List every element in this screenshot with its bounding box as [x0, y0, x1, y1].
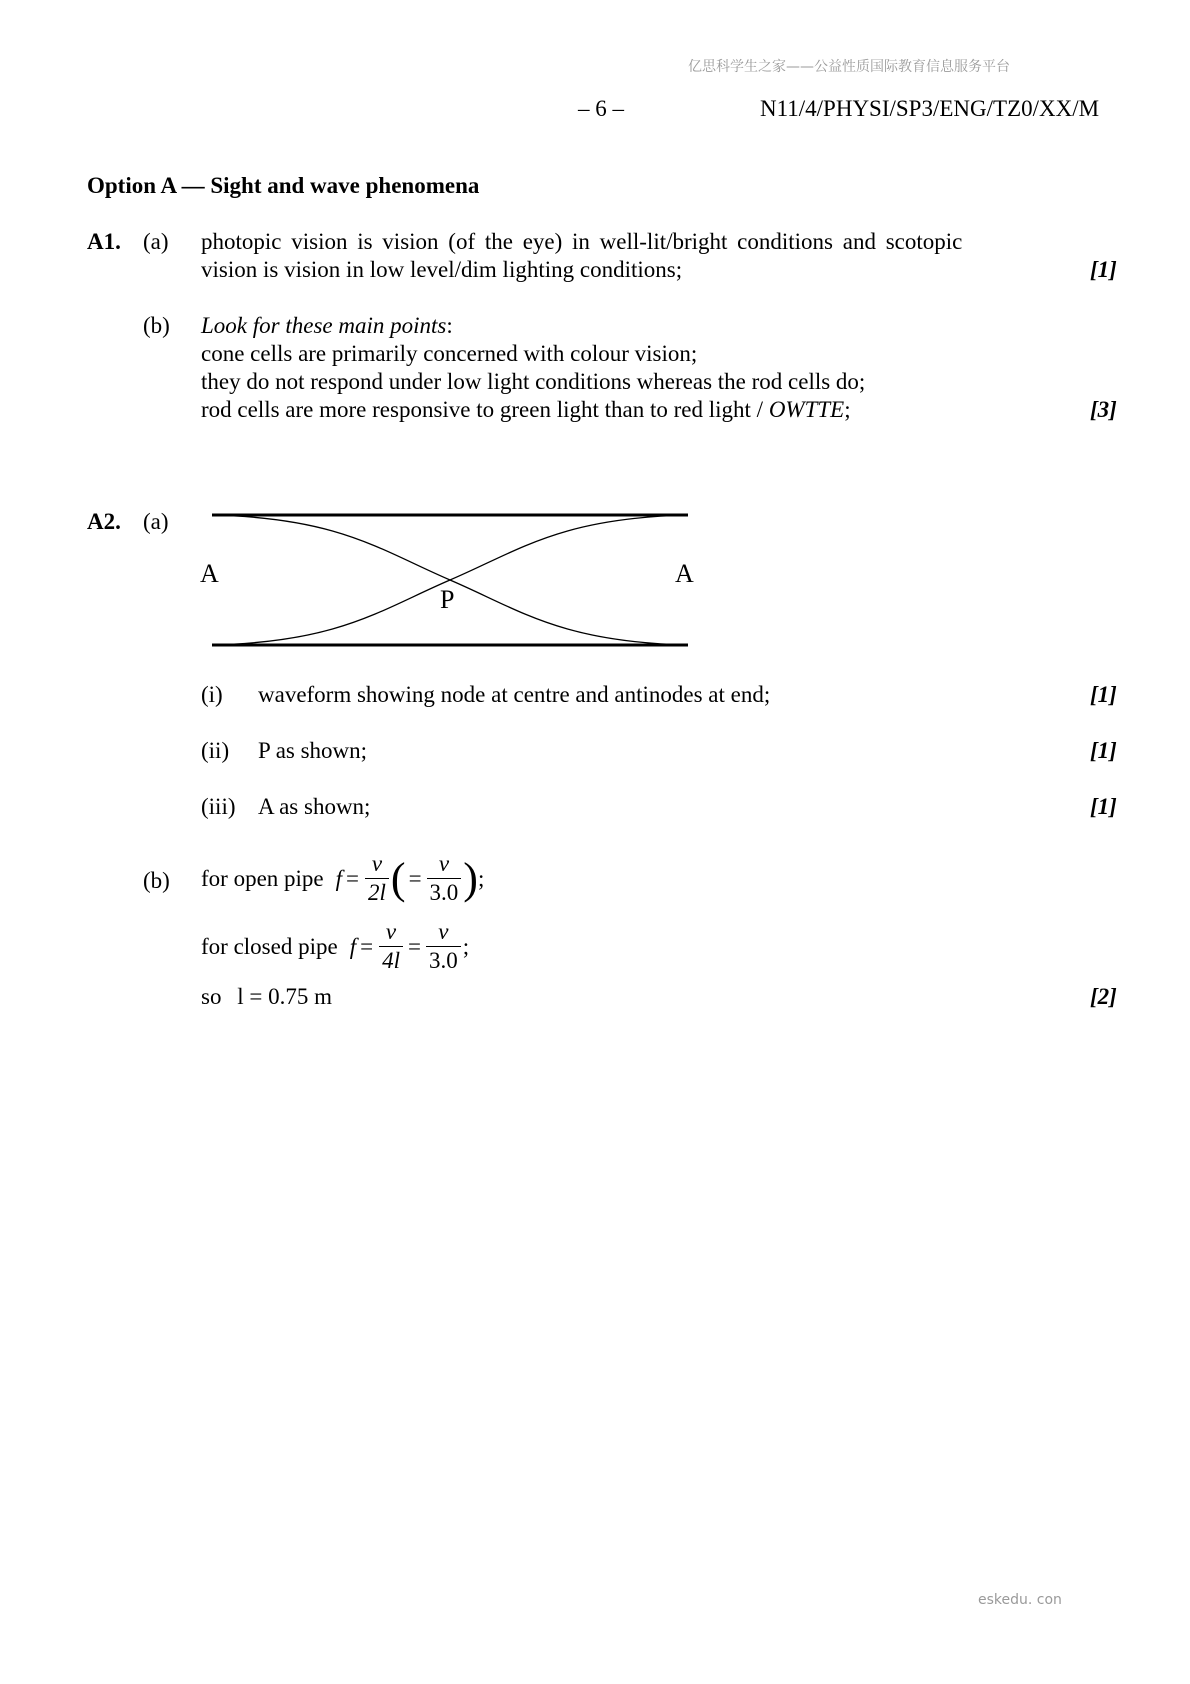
page-number: – 6 – [578, 96, 624, 121]
a1-b-mark: [3] [1090, 397, 1117, 422]
a1-b-intro-colon: : [446, 313, 453, 338]
a1-b-line2: they do not respond under low light conditions whereas the rod cells do; [201, 369, 866, 394]
denominator-3: 3.0 [429, 880, 459, 905]
so-text: so [201, 984, 222, 1009]
a2-ii-label: (ii) [201, 738, 230, 763]
a2-a-label: (a) [143, 509, 169, 534]
a2-i-mark: [1] [1090, 682, 1117, 707]
frequency-symbol-2: f [349, 933, 357, 959]
fraction-v-over-3 [427, 850, 462, 907]
a2-iii-text: A as shown; [258, 794, 371, 819]
antinode-label-right: A [675, 559, 694, 588]
closed-pipe-equation [201, 918, 469, 975]
fraction-v-over-3-b [426, 918, 461, 975]
denominator-2l: 2l [368, 880, 386, 905]
a2-iii-label: (iii) [201, 794, 236, 819]
result-value: l = 0.75 m [237, 984, 332, 1009]
equals-sign-3: = [360, 933, 374, 959]
a1-a-line2: vision is vision in low level/dim lighting conditions; [201, 257, 683, 282]
a1-a-line1: photopic vision is vision (of the eye) in well-lit/bright conditions and scotopic [201, 229, 963, 254]
a2-b-label: (b) [143, 868, 170, 893]
fraction-v-over-4l [379, 918, 403, 975]
a1-a-label: (a) [143, 229, 169, 254]
a1-b-line3-post: ; [844, 397, 851, 422]
watermark-top: 亿思科学生之家——公益性质国际教育信息服务平台 [688, 59, 1010, 75]
numerator-v-3: v [379, 918, 403, 947]
a2-b-mark: [2] [1090, 984, 1117, 1009]
wave-curve-up [212, 515, 688, 645]
numerator-v: v [365, 850, 389, 879]
semicolon: ; [477, 865, 485, 891]
a2-iii-mark: [1] [1090, 794, 1117, 819]
fraction-v-over-2l [365, 850, 389, 907]
question-a1-number: A1. [87, 229, 121, 254]
open-pipe-equation [201, 850, 484, 907]
a2-i-label: (i) [201, 682, 223, 707]
antinode-label-left: A [200, 559, 219, 588]
equals-sign-4: = [407, 933, 421, 959]
a2-i-text: waveform showing node at centre and antinodes at end; [258, 682, 771, 707]
question-a2-number: A2. [87, 509, 121, 534]
a1-b-intro [201, 313, 453, 339]
equals-sign-2: = [408, 865, 422, 891]
a2-ii-mark: [1] [1090, 738, 1117, 763]
open-pipe-text: for open pipe [201, 865, 324, 891]
a1-a-mark: [1] [1090, 257, 1117, 282]
owtte: OWTTE [768, 397, 845, 422]
a1-b-line3-pre: rod cells are more responsive to green light than to red light / [201, 397, 769, 422]
a2-ii-text: P as shown; [258, 738, 368, 763]
close-paren: ) [463, 854, 478, 903]
numerator-v-2: v [427, 850, 462, 879]
a1-b-label: (b) [143, 313, 170, 338]
paper-code: N11/4/PHYSI/SP3/ENG/TZ0/XX/M [760, 96, 1100, 121]
denominator-4l: 4l [382, 948, 400, 973]
open-paren: ( [390, 854, 406, 903]
a1-b-line3 [201, 397, 851, 423]
equals-sign: = [346, 865, 360, 891]
denominator-3-b: 3.0 [428, 948, 458, 973]
numerator-v-4: v [426, 918, 461, 947]
frequency-symbol: f [335, 865, 343, 891]
a1-b-line1: cone cells are primarily concerned with colour vision; [201, 341, 698, 366]
semicolon-2: ; [462, 933, 470, 959]
a1-b-intro-text: Look for these main points [201, 313, 447, 338]
result-line [201, 984, 332, 1010]
standing-wave-diagram [190, 500, 710, 660]
closed-pipe-text: for closed pipe [201, 933, 338, 959]
section-title: Option A — Sight and wave phenomena [87, 173, 480, 198]
watermark-bottom: eskedu. con [978, 1592, 1062, 1608]
node-label-p: P [440, 585, 455, 614]
